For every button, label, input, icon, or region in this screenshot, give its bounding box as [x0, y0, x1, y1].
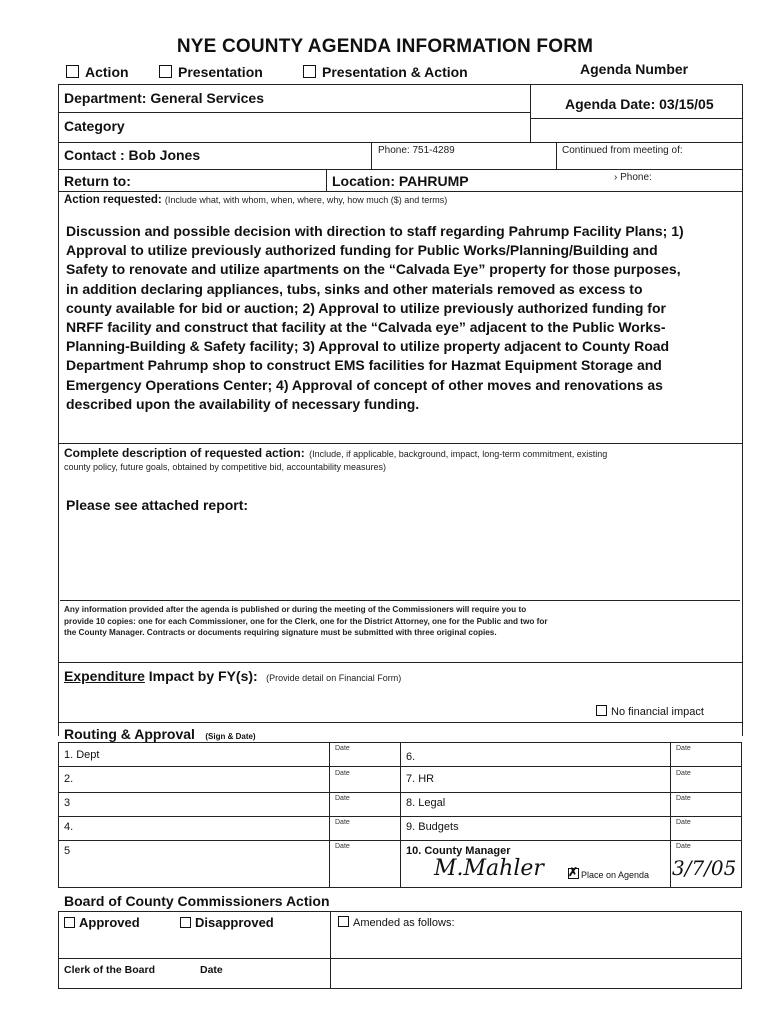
agenda-date-field[interactable]: Agenda Date: 03/15/05: [565, 96, 714, 112]
presentation-action-option[interactable]: [303, 64, 468, 80]
divider: [530, 118, 742, 119]
routing-4[interactable]: 4.: [64, 821, 74, 833]
amended-checkbox[interactable]: [338, 916, 349, 927]
amended-option[interactable]: [338, 916, 455, 929]
date-cell-label: Date: [676, 770, 691, 777]
divider: [58, 816, 742, 817]
return-to-field[interactable]: Return to:: [64, 173, 131, 189]
clerk-of-board-label: Clerk of the Board: [64, 964, 156, 976]
divider: [58, 142, 742, 143]
divider: [330, 958, 742, 959]
approved-option[interactable]: [64, 915, 140, 930]
divider: [58, 169, 742, 170]
action-option[interactable]: [66, 64, 129, 80]
date-cell-label: Date: [335, 745, 350, 752]
routing-label: Routing & Approval: [64, 726, 195, 742]
board-heading: Board of County Commissioners Action: [64, 893, 330, 909]
date-cell-label: Date: [676, 795, 691, 802]
notice-line: the County Manager. Contracts or documents requiring signature must be submitted with three original copies.: [64, 628, 497, 637]
no-financial-impact-checkbox[interactable]: [596, 705, 607, 716]
department-field[interactable]: Department: General Services: [64, 90, 264, 106]
routing-county-manager[interactable]: 10. County Manager: [406, 845, 511, 857]
action-line: Approval to utilize previously authorized funding for Public Works/Planning/Building and: [66, 242, 658, 259]
phone-field[interactable]: Phone: 751-4289: [378, 145, 455, 156]
divider: [58, 662, 742, 663]
routing-budgets[interactable]: 9. Budgets: [406, 821, 459, 833]
divider: [58, 443, 742, 444]
approved-checkbox[interactable]: [64, 917, 75, 928]
no-financial-impact-option[interactable]: [596, 705, 704, 718]
routing-2[interactable]: 2.: [64, 773, 74, 785]
notice-text: [64, 604, 548, 639]
presentation-checkbox[interactable]: [159, 65, 172, 78]
action-requested-heading: [64, 194, 447, 206]
date-cell-label: Date: [676, 745, 691, 752]
expenditure-label: Expenditure: [64, 668, 145, 684]
complete-description-heading: [64, 447, 740, 473]
action-requested-hint: (Include what, with whom, when, where, why, how much ($) and terms): [164, 195, 448, 205]
approved-label: Approved: [79, 915, 140, 930]
complete-description-text[interactable]: Please see attached report:: [66, 497, 249, 513]
complete-description-label: Complete description of requested action:: [64, 446, 305, 460]
divider: [556, 142, 557, 169]
action-line: in addition declaring appliances, tubs, sinks and other materials removed as excess to: [66, 280, 643, 297]
routing-dept[interactable]: 1. Dept: [64, 749, 100, 761]
action-label: Action: [85, 64, 129, 80]
divider: [58, 84, 742, 85]
continued-field[interactable]: Continued from meeting of:: [562, 145, 683, 156]
phone2-label: Phone:: [620, 172, 652, 183]
presentation-option[interactable]: [159, 64, 263, 80]
contact-field[interactable]: Contact : Bob Jones: [64, 147, 201, 163]
arrow-icon: ›: [614, 172, 621, 183]
place-on-agenda-label: Place on Agenda: [581, 870, 650, 880]
divider: [58, 191, 742, 192]
routing-legal[interactable]: 8. Legal: [406, 797, 446, 809]
action-line: Safety to renovate and utilize apartments on the “Calvada Eye” property for those purposes,: [66, 261, 681, 278]
agenda-number-label: Agenda Number: [580, 61, 689, 77]
action-line: Department Pahrump shop to construct EMS facilities for Hazmat Equipment Storage and: [66, 357, 662, 374]
notice-line: provide 10 copies: one for each Commissioner, one for the Clerk, one for the District Attorney, one for the Public and two for: [64, 616, 548, 626]
divider: [58, 958, 330, 959]
action-requested-text[interactable]: [66, 222, 742, 414]
date-cell-label: Date: [335, 843, 350, 850]
divider: [330, 911, 331, 989]
routing-hint: (Sign & Date): [205, 732, 256, 741]
divider: [530, 84, 531, 142]
no-financial-impact-label: No financial impact: [611, 706, 704, 718]
action-line: Planning-Building & Safety facility; 3) Approval to utilize property adjacent to County Road: [66, 338, 670, 355]
frame-left: [58, 84, 59, 736]
county-manager-signature: M.Mahler: [434, 856, 544, 881]
divider: [58, 766, 742, 767]
form-title: NYE COUNTY AGENDA INFORMATION FORM: [176, 36, 594, 57]
date-cell-label: Date: [676, 819, 691, 826]
action-line: county available for bid or auction; 2) Approval to utilize previously authorized funding for: [66, 299, 666, 316]
date-cell-label: Date: [335, 770, 350, 777]
action-line: NRFF facility and construct that facility at the “Calvada eye” adjacent to the Public Works-: [66, 319, 666, 336]
complete-description-hint2: county policy, future goals, obtained by competitive bid, accountability measures): [64, 462, 387, 472]
amended-label: Amended as follows:: [353, 917, 455, 929]
category-field[interactable]: Category: [64, 118, 125, 134]
disapproved-label: Disapproved: [195, 915, 274, 930]
presentation-action-label: Presentation & Action: [322, 64, 468, 80]
presentation-action-checkbox[interactable]: [303, 65, 316, 78]
divider: [58, 722, 742, 723]
divider: [58, 840, 742, 841]
disapproved-checkbox[interactable]: [180, 917, 191, 928]
notice-line: Any information provided after the agenda is published or during the meeting of the Commissioners will require you to: [64, 605, 527, 614]
divider: [58, 792, 742, 793]
date-cell-label: Date: [676, 843, 691, 850]
routing-5[interactable]: 5: [64, 845, 71, 857]
checked-checkbox-icon[interactable]: ✗: [568, 865, 579, 879]
expenditure-heading: [64, 668, 401, 686]
disapproved-option[interactable]: [180, 915, 274, 930]
action-requested-label: Action requested:: [64, 194, 162, 206]
frame-right: [742, 84, 743, 736]
action-line: described upon the availability of necessary funding.: [66, 395, 420, 412]
location-field[interactable]: Location: PAHRUMP: [332, 173, 469, 189]
divider: [400, 742, 401, 888]
divider: [329, 742, 330, 888]
date-cell-label: Date: [335, 819, 350, 826]
clerk-date-label: Date: [200, 964, 223, 976]
routing-6[interactable]: 6.: [406, 751, 416, 763]
expenditure-label-rest: Impact by FY(s):: [144, 668, 258, 684]
routing-hr[interactable]: 7. HR: [406, 773, 435, 785]
divider: [326, 169, 327, 191]
expenditure-hint: (Provide detail on Financial Form): [266, 673, 402, 683]
county-manager-date: 3/7/05: [672, 856, 737, 880]
divider: [60, 600, 740, 601]
routing-3[interactable]: 3: [64, 797, 71, 809]
divider: [670, 742, 671, 888]
complete-description-hint1: (Include, if applicable, background, impact, long-term commitment, existing: [309, 449, 608, 459]
place-on-agenda-option[interactable]: [568, 865, 650, 880]
presentation-label: Presentation: [178, 64, 263, 80]
action-checkbox[interactable]: [66, 65, 79, 78]
phone2-field[interactable]: [614, 172, 652, 183]
action-line: Emergency Operations Center; 4) Approval of concept of other moves and renovations as: [66, 376, 663, 393]
action-line: Discussion and possible decision with direction to staff regarding Pahrump Facility Plans; 1): [66, 223, 684, 239]
date-cell-label: Date: [335, 795, 350, 802]
divider: [371, 142, 372, 169]
divider: [58, 112, 530, 113]
